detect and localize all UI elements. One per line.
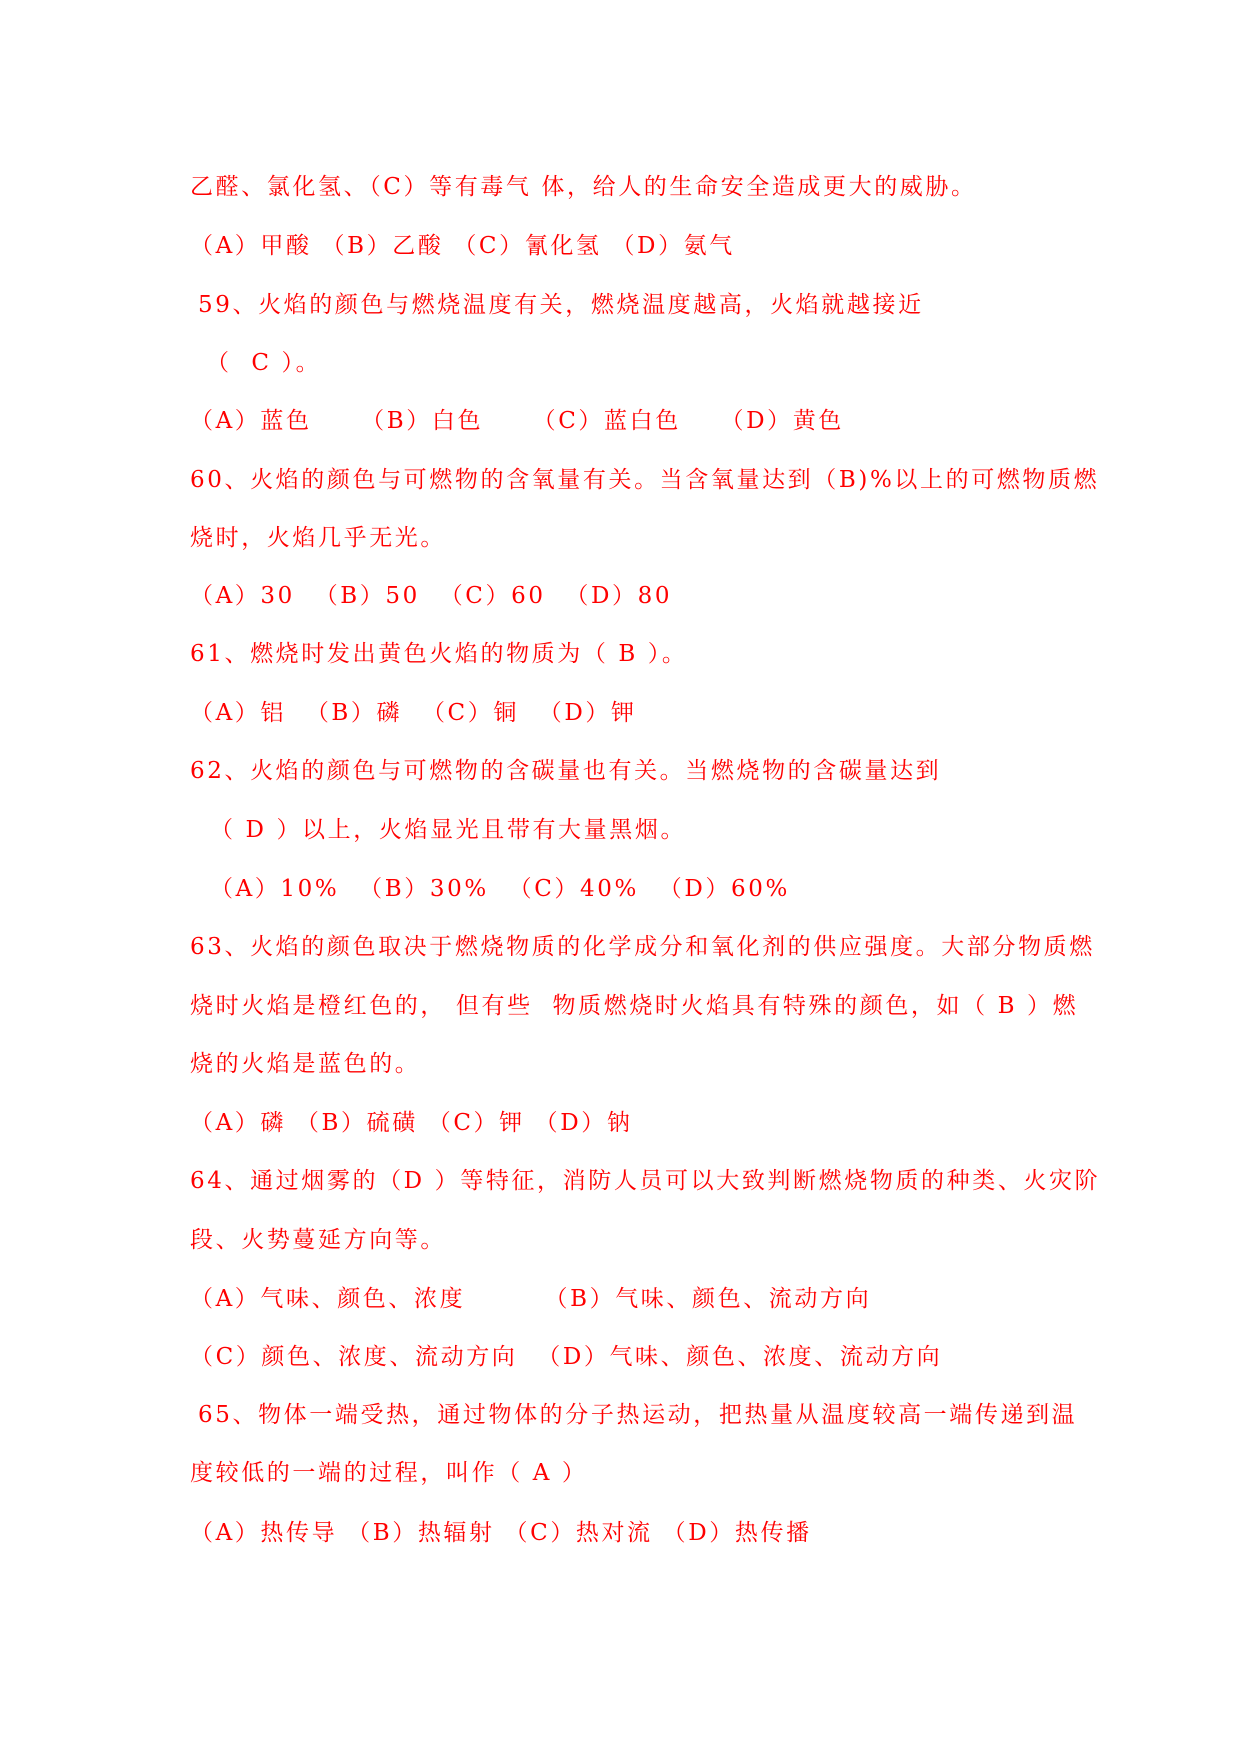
question-59-answer: （ C ）。 bbox=[206, 350, 322, 376]
question-63-options: （A）磷 （B）硫磺 （C）钾 （D）钠 bbox=[190, 1110, 633, 1136]
text-line: 乙醛、氯化氢、（C）等有毒气 体，给人的生命安全造成更大的威胁。 bbox=[190, 174, 977, 200]
answer-options-line: （A）甲酸 （B）乙酸 （C）氰化氢 （D）氨气 bbox=[190, 233, 735, 259]
question-63-text-continued: 烧时火焰是橙红色的， 但有些 物质燃烧时火焰具有特殊的颜色，如（ B ）燃 bbox=[190, 993, 1079, 1019]
question-62-options: （A）10% （B）30% （C）40% （D）60% bbox=[210, 876, 790, 902]
question-61-text: 61、燃烧时发出黄色火焰的物质为（ B ）。 bbox=[190, 641, 688, 667]
question-65-text: 65、物体一端受热，通过物体的分子热运动，把热量从温度较高一端传递到温 bbox=[198, 1402, 1078, 1428]
question-64-options-ab: （A）气味、颜色、浓度 （B）气味、颜色、流动方向 bbox=[190, 1286, 872, 1312]
question-64-options-cd: （C）颜色、浓度、流动方向 （D）气味、颜色、浓度、流动方向 bbox=[190, 1344, 943, 1370]
question-64-text-continued: 段、火势蔓延方向等。 bbox=[190, 1227, 446, 1253]
question-59-text: 59、火焰的颜色与燃烧温度有关，燃烧温度越高，火焰就越接近 bbox=[198, 292, 924, 318]
question-64-text: 64、通过烟雾的（D ）等特征，消防人员可以大致判断燃烧物质的种类、火灾阶 bbox=[190, 1168, 1101, 1194]
question-59-options: （A）蓝色 （B）白色 （C）蓝白色 （D）黄色 bbox=[190, 408, 844, 434]
question-60-text-continued: 烧时，火焰几乎无光。 bbox=[190, 525, 446, 551]
question-63-text: 63、火焰的颜色取决于燃烧物质的化学成分和氧化剂的供应强度。大部分物质燃 bbox=[190, 934, 1095, 960]
question-63-text-end: 烧的火焰是蓝色的。 bbox=[190, 1051, 421, 1077]
question-60-options: （A）30 （B）50 （C）60 （D）80 bbox=[190, 583, 673, 609]
question-60-text: 60、火焰的颜色与可燃物的含氧量有关。当含氧量达到（B)%以上的可燃物质燃 bbox=[190, 467, 1100, 493]
question-61-options: （A）铝 （B）磷 （C）铜 （D）钾 bbox=[190, 700, 637, 726]
question-62-text-continued: （ D ）以上，火焰显光且带有大量黑烟。 bbox=[210, 817, 687, 843]
question-62-text: 62、火焰的颜色与可燃物的含碳量也有关。当燃烧物的含碳量达到 bbox=[190, 758, 942, 784]
question-65-options: （A）热传导 （B）热辐射 （C）热对流 （D）热传播 bbox=[190, 1520, 812, 1546]
question-65-text-continued: 度较低的一端的过程，叫作（ A ） bbox=[190, 1460, 588, 1486]
